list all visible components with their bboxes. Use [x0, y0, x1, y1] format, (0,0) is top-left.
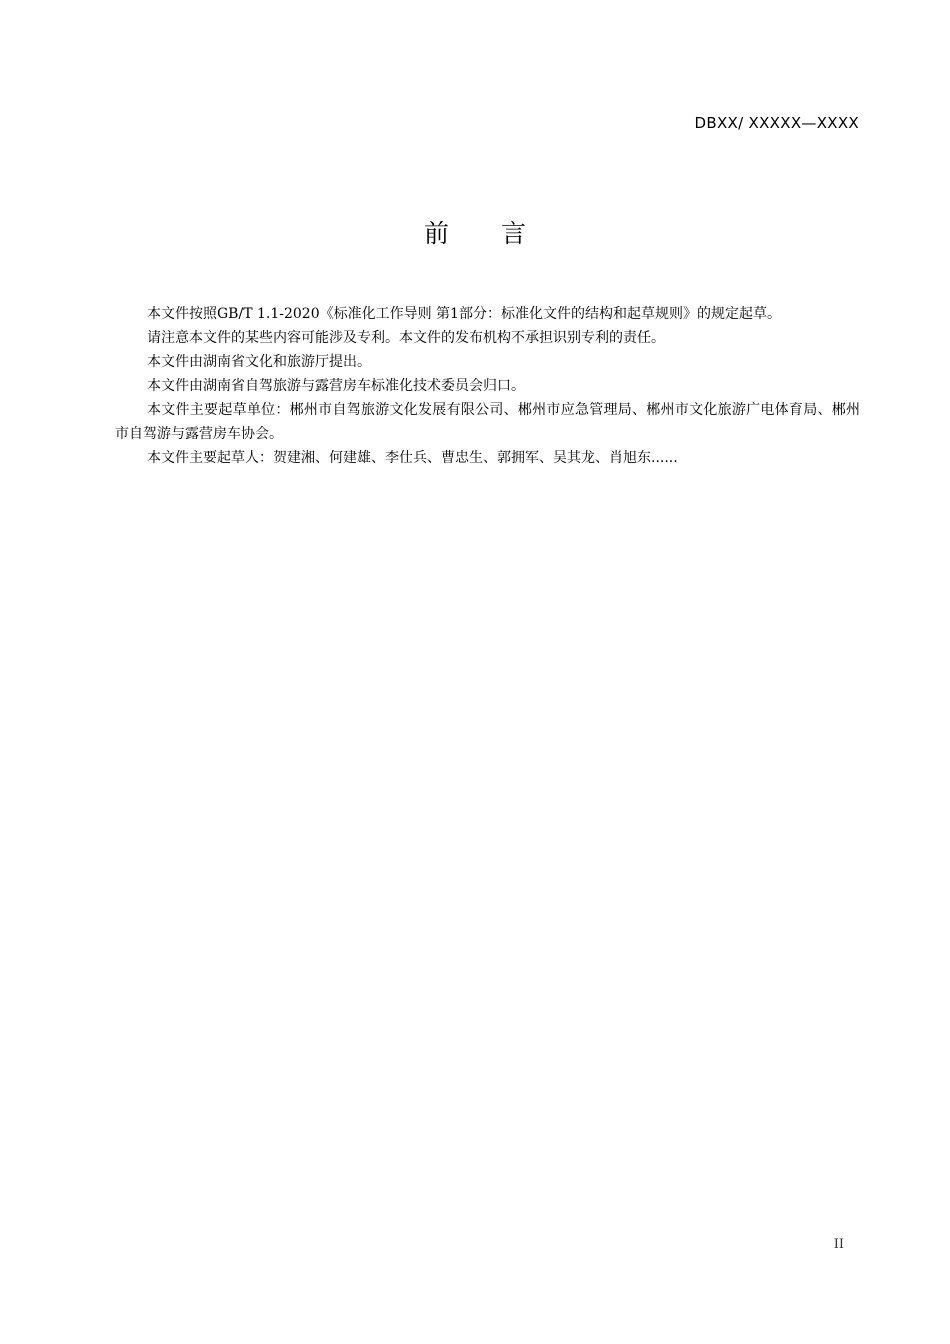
page-title-char-1: 前 — [423, 219, 449, 248]
page-number: II — [833, 1237, 844, 1252]
paragraph-committee: 本文件由湖南省自驾旅游与露营房车标准化技术委员会归口。 — [147, 378, 525, 394]
paragraph-drafters: 本文件主要起草人：贺建湘、何建雄、李仕兵、曹忠生、郭拥军、吴其龙、肖旭东...... — [147, 450, 678, 466]
foreword-body — [115, 302, 860, 470]
page-title-char-2: 言 — [501, 219, 527, 248]
document-code: DBXX/ XXXXX—XXXX — [694, 114, 859, 132]
paragraph-proposer: 本文件由湖南省文化和旅游厅提出。 — [147, 354, 371, 370]
paragraph-patent-notice: 请注意本文件的某些内容可能涉及专利。本文件的发布机构不承担识别专利的责任。 — [147, 330, 665, 346]
paragraph-standard-basis: 本文件按照GB/T 1.1-2020《标准化工作导则 第1部分：标准化文件的结构和起草规则》的规定起草。 — [147, 306, 781, 322]
page-title — [0, 214, 950, 250]
paragraph-drafting-units: 本文件主要起草单位：郴州市自驾旅游文化发展有限公司、郴州市应急管理局、郴州市文化旅游广电体育局、郴州市自驾游与露营房车协会。 — [115, 402, 860, 442]
